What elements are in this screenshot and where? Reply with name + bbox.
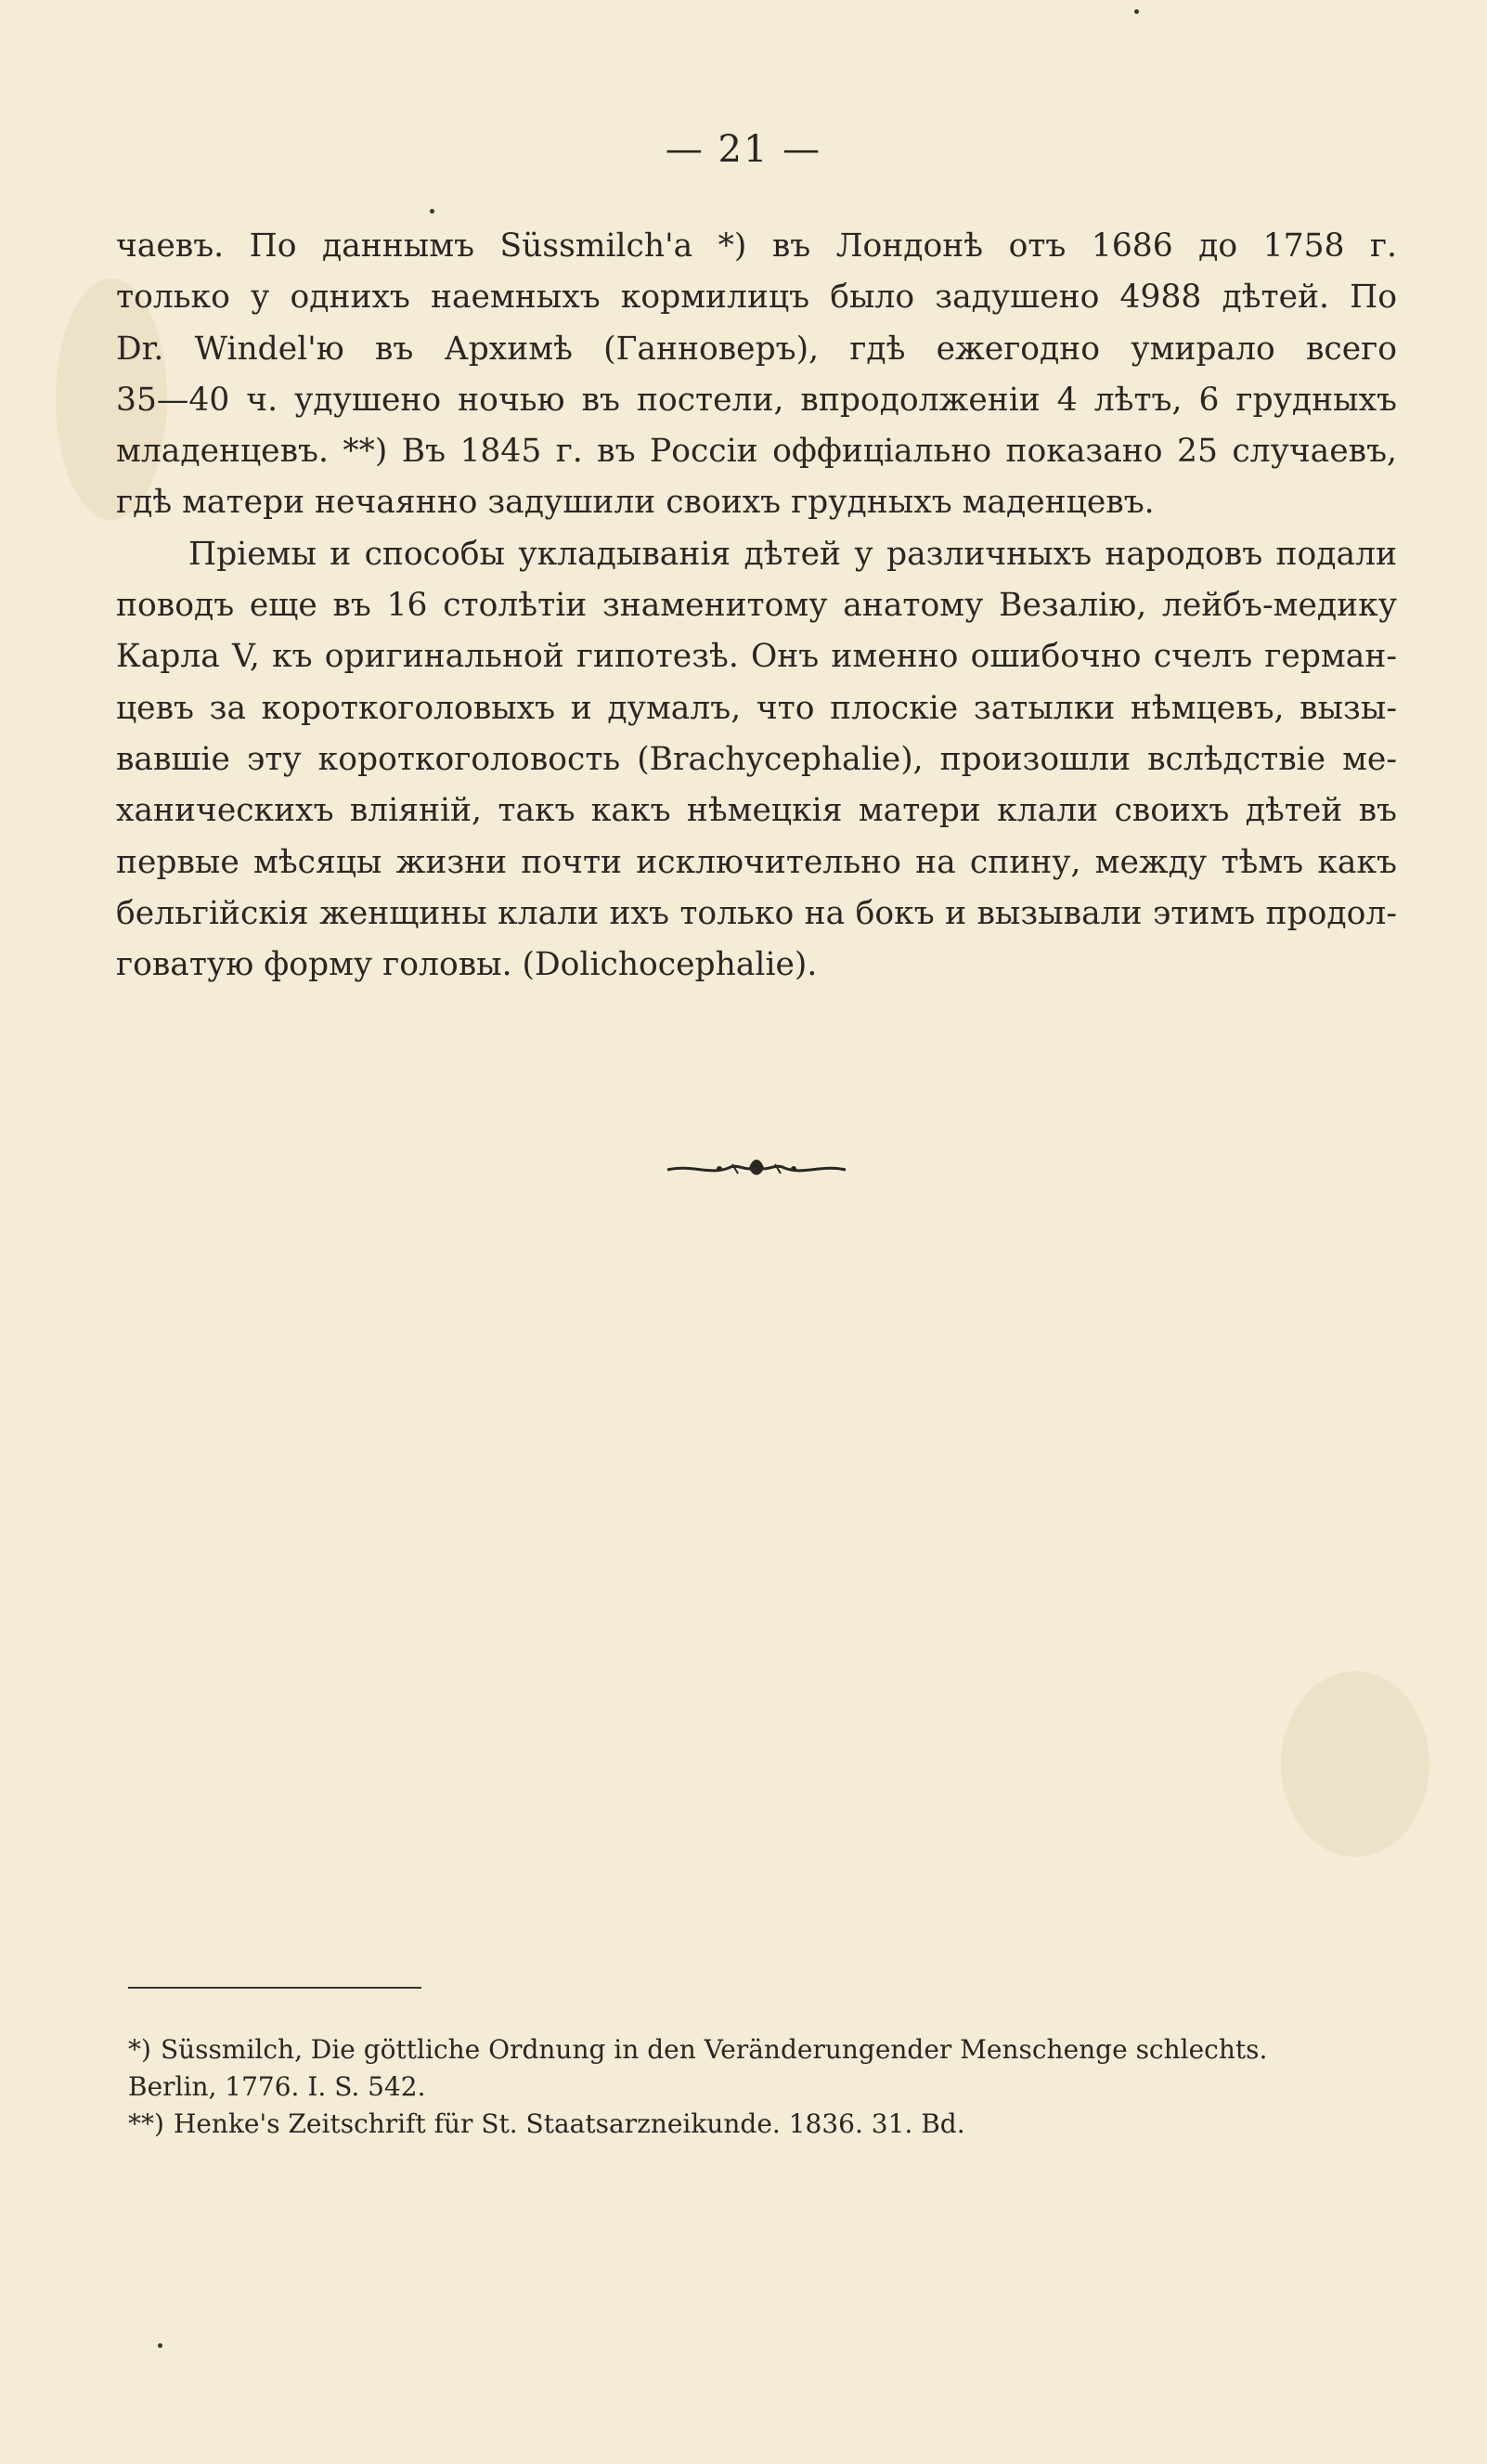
- ink-speck: [1134, 9, 1139, 14]
- footnote-marker: **): [128, 2108, 164, 2139]
- text-line: цевъ за короткоголовыхъ и думалъ, что плоскіе затылки нѣмцевъ, вызы-: [116, 689, 1397, 727]
- footnote-text: Henke's Zeitschrift für St. Staatsarzneikunde. 1836. 31. Bd.: [173, 2108, 965, 2139]
- footnote-divider: [128, 1987, 421, 1989]
- fleuron-ornament-icon: [664, 1155, 849, 1181]
- text-line: Карла V, къ оригинальной гипотезѣ. Онъ именно ошибочно счелъ герман-: [116, 638, 1397, 676]
- text-line: Dr. Windel'ю въ Архимѣ (Ганноверъ), гдѣ ежегодно умирало всего: [116, 330, 1397, 368]
- ink-speck: [158, 2343, 162, 2348]
- footnote-line: [128, 2031, 1400, 2068]
- text-line: гдѣ матери нечаянно задушили своихъ грудныхъ маденцевъ.: [116, 484, 1155, 522]
- text-line: ханическихъ вліяній, такъ какъ нѣмецкія матери клали своихъ дѣтей въ: [116, 792, 1397, 830]
- text-line: 35—40 ч. удушено ночью въ постели, впродолженіи 4 лѣтъ, 6 грудныхъ: [116, 381, 1397, 419]
- text-line: Пріемы и способы укладыванія дѣтей у различныхъ народовъ подали: [188, 535, 1397, 573]
- footnote: [128, 2031, 1400, 2106]
- text-line: говатую форму головы. (Dolichocephalie).: [116, 946, 818, 984]
- text-line: только у однихъ наемныхъ кормилицъ было задушено 4988 дѣтей. По: [116, 279, 1397, 317]
- main-text: [116, 221, 1397, 991]
- text-line: первые мѣсяцы жизни почти исключительно на спину, между тѣмъ какъ: [116, 843, 1397, 881]
- ink-speck: [430, 209, 434, 214]
- text-line: вавшіе эту короткоголовость (Brachycephalie), произошли вслѣдствіе ме-: [116, 740, 1397, 778]
- paper-stain: [1281, 1671, 1429, 1857]
- text-line: младенцевъ. **) Въ 1845 г. въ Россіи оффиціально показано 25 случаевъ,: [116, 433, 1397, 471]
- footnotes: [128, 2031, 1400, 2143]
- footnote-marker: *): [128, 2034, 151, 2065]
- page-number: — 21 —: [665, 128, 822, 171]
- footnote: [128, 2106, 1400, 2143]
- footnote-text: Süssmilch, Die göttliche Ordnung in den Veränderungender Menschenge schlechts.: [160, 2034, 1268, 2065]
- text-line: бельгійскія женщины клали ихъ только на бокъ и вызывали этимъ продол-: [116, 894, 1397, 932]
- text-line: поводъ еще въ 16 столѣтіи знаменитому анатому Везалію, лейбъ-медику: [116, 587, 1397, 625]
- text-line: чаевъ. По даннымъ Süssmilch'а *) въ Лондонѣ отъ 1686 до 1758 г.: [116, 227, 1397, 265]
- footnote-line: Berlin, 1776. I. S. 542.: [128, 2071, 426, 2102]
- footnote-line: [128, 2106, 1400, 2143]
